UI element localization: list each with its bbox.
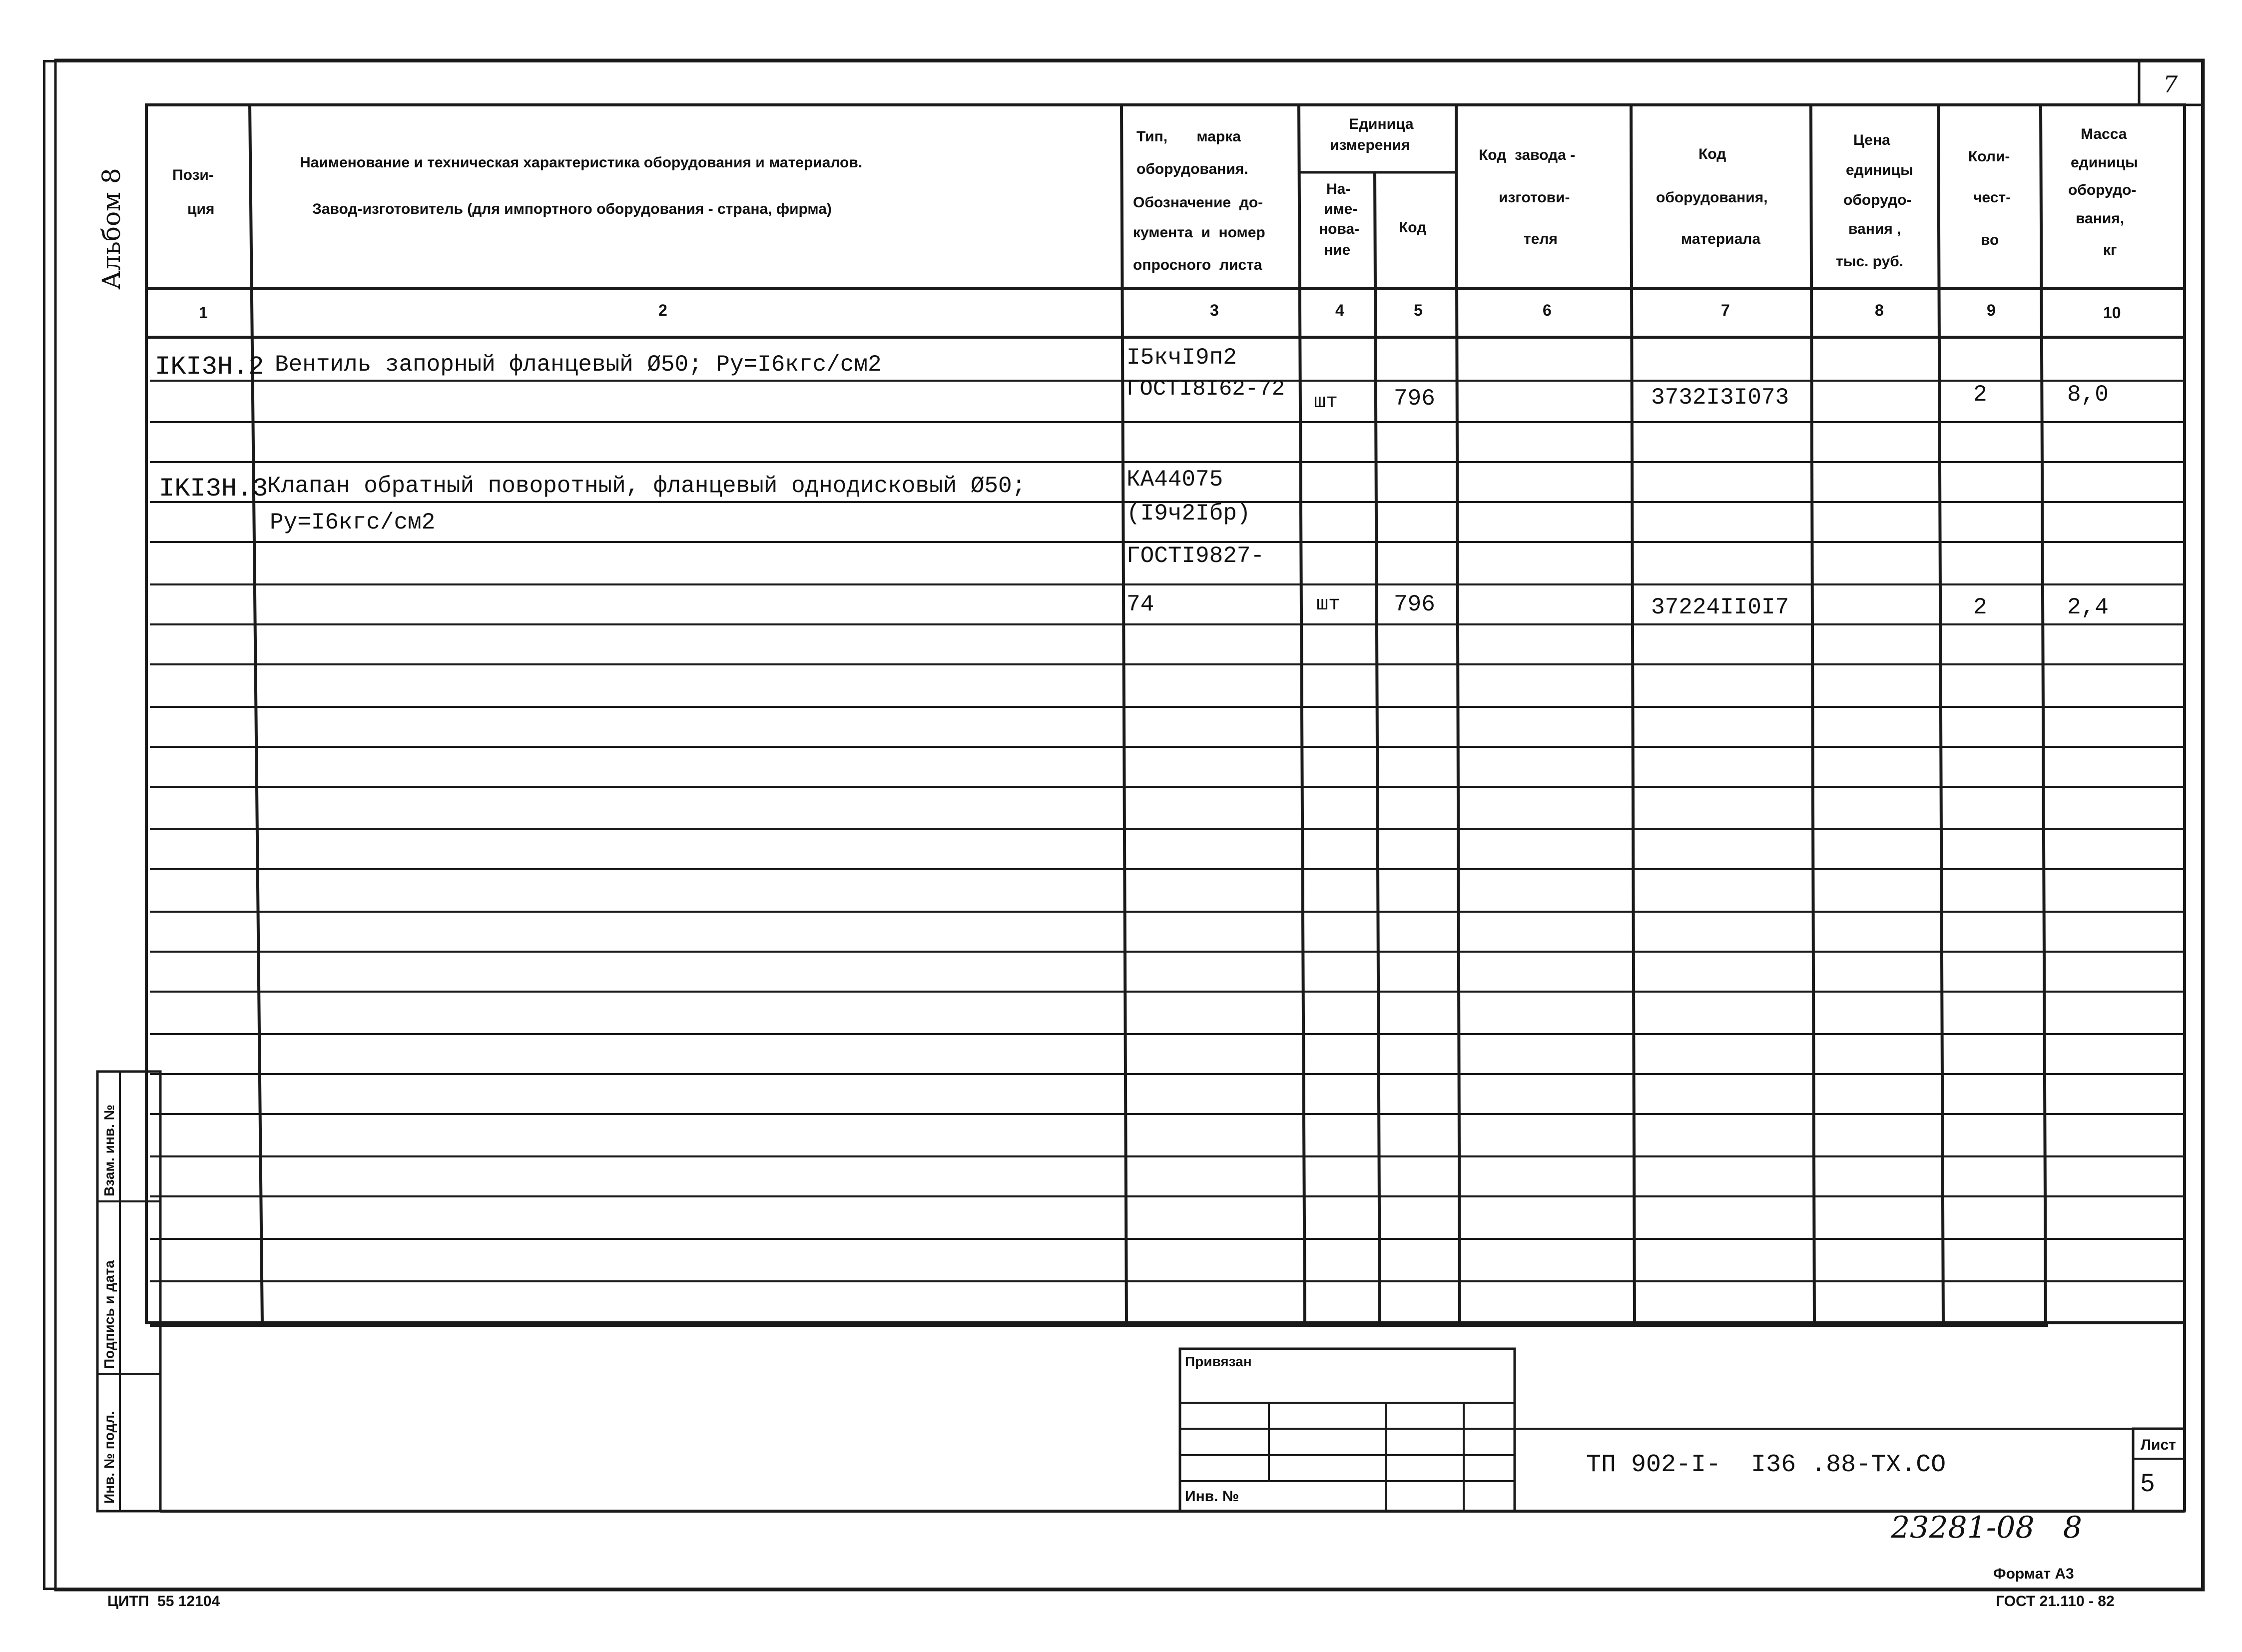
hdr-col6-l3: теля (1524, 231, 1558, 247)
hdr-unit-l1: Единица (1349, 116, 1414, 132)
hdr-col7-l1: Код (1698, 146, 1726, 162)
hdr-col3-l5: опросного листа (1133, 257, 1262, 273)
hdr-col10-l4: вания, (2076, 210, 2125, 227)
row2-mass: 8,0 (2067, 382, 2109, 408)
row5-name: Ру=I6кгс/см2 (270, 510, 436, 536)
hdr-col8-l5: тыс. руб. (1836, 253, 1904, 270)
row4-pos: IKI3H.3 (159, 474, 268, 504)
row7-mass: 2,4 (2067, 594, 2109, 620)
sheet-number: 5 (2141, 1469, 2155, 1497)
handwritten-number: 23281-08 8 (1891, 1510, 2082, 1545)
row4-name: Клапан обратный поворотный, фланцевый однодисковый Ø50; (267, 473, 1026, 499)
hdr-col10-l3: оборудо- (2068, 182, 2137, 198)
side-stamp-signature: Подпись и дата (101, 1260, 117, 1369)
sheet-label: Лист (2141, 1437, 2176, 1453)
title-linked: Привязан (1185, 1354, 1252, 1369)
hdr-col6-l2: изготови- (1499, 189, 1570, 206)
album-label: Альбом 8 (97, 168, 126, 290)
side-stamp (97, 1072, 160, 1511)
hdr-col9-l2: чест- (1973, 189, 2011, 206)
colnum-7: 7 (1721, 301, 1730, 319)
hdr-col8-l1: Цена (1853, 132, 1890, 148)
row1-pos: IKI3H.2 (155, 352, 264, 382)
footer-left: ЦИТП 55 12104 (107, 1593, 220, 1610)
hdr-col7-l2: оборудования, (1656, 189, 1768, 206)
table-body (155, 345, 2109, 620)
footer-right: ГОСТ 21.110 - 82 (1996, 1593, 2115, 1610)
row6-type: ГОСТI9827- (1126, 543, 1265, 569)
hdr-col6-l1: Код завода - (1479, 147, 1576, 163)
row7-unit-code: 796 (1394, 591, 1435, 617)
title-block (1180, 1349, 2185, 1511)
colnum-1: 1 (199, 304, 208, 322)
hdr-col8-l2: единицы (1846, 162, 1913, 178)
row7-unit-name: шт (1316, 593, 1341, 616)
side-stamp-inventory: Инв. № подл. (101, 1411, 117, 1504)
hdr-col10-l2: единицы (2071, 154, 2138, 171)
hdr-col9-l1: Коли- (1968, 148, 2010, 165)
hdr-col2-l2: Завод-изготовитель (для импортного оборудования - страна, фирма) (312, 201, 832, 217)
row2-unit-name: шт (1314, 391, 1338, 414)
side-stamp-replacement: Взам. инв. № (101, 1104, 117, 1196)
corner-mark: 7 (2163, 71, 2178, 98)
format-label: Формат А3 (1993, 1566, 2074, 1582)
hdr-col8-l3: оборудо- (1843, 192, 1912, 208)
hdr-col9-l3: во (1981, 232, 1999, 248)
row1-type: I5кчI9п2 (1126, 345, 1237, 371)
row2-equip-code: 3732I3I073 (1651, 385, 1789, 411)
hdr-col4-l3: нова- (1319, 221, 1360, 237)
row2-qty: 2 (1973, 382, 1987, 408)
row2-unit-code: 796 (1394, 386, 1435, 412)
hdr-col4-l2: име- (1324, 201, 1358, 217)
doc-code: ТП 902-I- I36 .88-ТХ.СО (1586, 1451, 1946, 1479)
hdr-col4-l4: ние (1324, 242, 1351, 258)
hdr-col3-l1: Тип, марка (1136, 128, 1241, 145)
hdr-col8-l4: вания , (1848, 221, 1901, 237)
hdr-col10-l1: Масса (2081, 126, 2127, 142)
colnum-3: 3 (1210, 301, 1219, 319)
column-numbers (199, 301, 2121, 322)
colnum-6: 6 (1543, 301, 1552, 319)
hdr-col1-l1: Пози- (172, 167, 214, 183)
hdr-col7-l3: материала (1681, 231, 1761, 247)
colnum-10: 10 (2103, 304, 2121, 322)
colnum-2: 2 (658, 301, 667, 319)
colnum-8: 8 (1875, 301, 1884, 319)
row2-type: ГОСТI8I62-72 (1126, 377, 1285, 402)
hdr-col1-l2: ция (187, 201, 215, 217)
row7-equip-code: 37224II0I7 (1651, 594, 1789, 620)
hdr-col2-l1: Наименование и техническая характеристика оборудования и материалов. (300, 154, 863, 171)
colnum-5: 5 (1414, 301, 1423, 319)
hdr-col5: Код (1399, 219, 1427, 236)
hdr-col3-l3: Обозначение до- (1133, 194, 1263, 211)
colnum-9: 9 (1987, 301, 1996, 319)
hdr-col10-l5: кг (2103, 242, 2117, 258)
hdr-col3-l2: оборудования. (1136, 161, 1248, 177)
row4-type: КА44075 (1126, 467, 1223, 493)
row1-name: Вентиль запорный фланцевый Ø50; Ру=I6кгс/см2 (275, 352, 882, 378)
row7-qty: 2 (1973, 594, 1987, 620)
row7-type: 74 (1126, 591, 1154, 617)
title-inv-no: Инв. № (1185, 1488, 1239, 1505)
hdr-col3-l4: кумента и номер (1133, 224, 1265, 241)
colnum-4: 4 (1335, 301, 1344, 319)
hdr-unit-l2: измерения (1330, 137, 1410, 153)
row5-type: (I9ч2Iбр) (1126, 501, 1251, 527)
hdr-col4-l1: На- (1326, 181, 1351, 197)
table-header (172, 116, 2138, 273)
